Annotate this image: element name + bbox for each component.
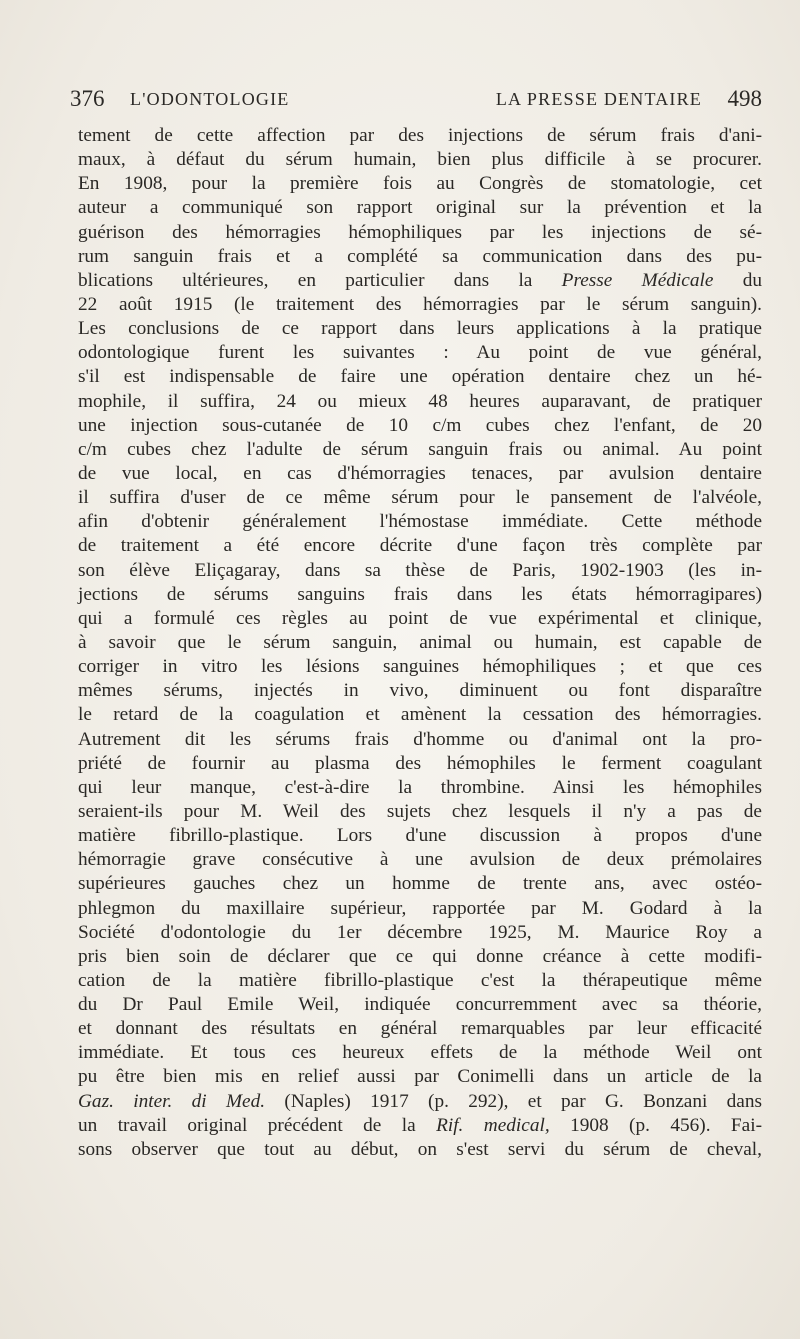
- text-line: cation de la matière fibrillo-plastique c'est la thérapeutique même: [78, 969, 762, 991]
- text-line: pu être bien mis en relief aussi par Conimelli dans un article de la: [78, 1066, 762, 1088]
- running-header: [70, 86, 762, 116]
- running-title-right: LA PRESSE DENTAIRE: [495, 89, 702, 109]
- text-line: son élève Eliçagaray, dans sa thèse de Paris, 1902-1903 (les in-: [78, 559, 762, 581]
- text-line: mophile, il suffira, 24 ou mieux 48 heures auparavant, de pratiquer: [78, 390, 762, 412]
- text-line: de vue local, en cas d'hémorragies tenaces, par avulsion dentaire: [78, 462, 762, 484]
- text-line: du Dr Paul Emile Weil, indiquée concurremment avec sa théorie,: [78, 994, 762, 1016]
- text-line: et donnant des résultats en général remarquables par leur efficacité: [78, 1018, 762, 1040]
- text-line: auteur a communiqué son rapport original sur la prévention et la: [78, 197, 762, 219]
- text-line: priété de fournir au plasma des hémophiles le ferment coagulant: [78, 752, 762, 774]
- text-line: qui a formulé ces règles au point de vue expérimental et clinique,: [78, 607, 762, 629]
- text-line: maux, à défaut du sérum humain, bien plus difficile à se procurer.: [78, 149, 762, 171]
- text-line: guérison des hémorragies hémophiliques par les injections de sé-: [78, 221, 762, 243]
- text-line: Gaz. inter. di Med. (Naples) 1917 (p. 292), et par G. Bonzani dans: [78, 1090, 763, 1112]
- text-line: s'il est indispensable de faire une opération dentaire chez un hé-: [78, 366, 762, 388]
- text-line: pris bien soin de déclarer que ce qui donne créance à cette modifi-: [78, 945, 762, 967]
- text-line: odontologique furent les suivantes : Au point de vue général,: [78, 342, 762, 364]
- text-line: blications ultérieures, en particulier dans la Presse Médicale du: [78, 269, 762, 291]
- text-line: seraient-ils pour M. Weil des sujets chez lesquels il n'y a pas de: [78, 800, 762, 822]
- text-line: matière fibrillo-plastique. Lors d'une discussion à propos d'une: [78, 825, 762, 847]
- text-line: immédiate. Et tous ces heureux effets de la méthode Weil ont: [78, 1042, 762, 1064]
- text-line: supérieures gauches chez un homme de trente ans, avec ostéo-: [78, 873, 762, 895]
- text-line: rum sanguin frais et a complété sa communication dans des pu-: [78, 245, 762, 267]
- text-line: Société d'odontologie du 1er décembre 1925, M. Maurice Roy a: [78, 921, 762, 943]
- text-line: le retard de la coagulation et amènent la cessation des hémorragies.: [78, 704, 762, 726]
- page-number-right: 498: [727, 86, 762, 111]
- text-line: Les conclusions de ce rapport dans leurs applications à la pratique: [78, 318, 762, 340]
- text-line: Autrement dit les sérums frais d'homme ou d'animal ont la pro-: [78, 728, 762, 750]
- text-line: hémorragie grave consécutive à une avulsion de deux prémolaires: [78, 849, 762, 871]
- text-line: à savoir que le sérum sanguin, animal ou humain, est capable de: [78, 631, 762, 653]
- running-title-left: L'ODONTOLOGIE: [130, 89, 290, 109]
- text-line: phlegmon du maxillaire supérieur, rapportée par M. Godard à la: [78, 897, 762, 919]
- text-line: qui leur manque, c'est-à-dire la thrombine. Ainsi les hémophiles: [78, 776, 762, 798]
- text-line: corriger in vitro les lésions sanguines hémophiliques ; et que ces: [78, 656, 762, 678]
- text-line: tement de cette affection par des injections de sérum frais d'ani-: [78, 125, 762, 146]
- body-paragraph: [78, 124, 762, 1162]
- text-line: il suffira d'user de ce même sérum pour le pansement de l'alvéole,: [78, 487, 762, 509]
- text-line: une injection sous-cutanée de 10 c/m cubes chez l'enfant, de 20: [78, 414, 762, 436]
- text-line: 22 août 1915 (le traitement des hémorragies par le sérum sanguin).: [78, 293, 762, 315]
- page-number-left: 376: [70, 86, 105, 111]
- text-line: mêmes sérums, injectés in vivo, diminuent ou font disparaître: [78, 680, 762, 702]
- text-line: En 1908, pour la première fois au Congrès de stomatologie, cet: [78, 173, 762, 195]
- text-line: c/m cubes chez l'adulte de sérum sanguin frais ou animal. Au point: [78, 438, 762, 460]
- text-line: sons observer que tout au début, on s'est servi du sérum de cheval,: [78, 1138, 762, 1160]
- text-line: afin d'obtenir généralement l'hémostase immédiate. Cette méthode: [78, 511, 762, 533]
- text-line: de traitement a été encore décrite d'une façon très complète par: [78, 535, 762, 557]
- text-line: jections de sérums sanguins frais dans les états hémorragipares): [78, 583, 762, 605]
- text-line: un travail original précédent de la Rif. medical, 1908 (p. 456). Fai-: [78, 1114, 762, 1136]
